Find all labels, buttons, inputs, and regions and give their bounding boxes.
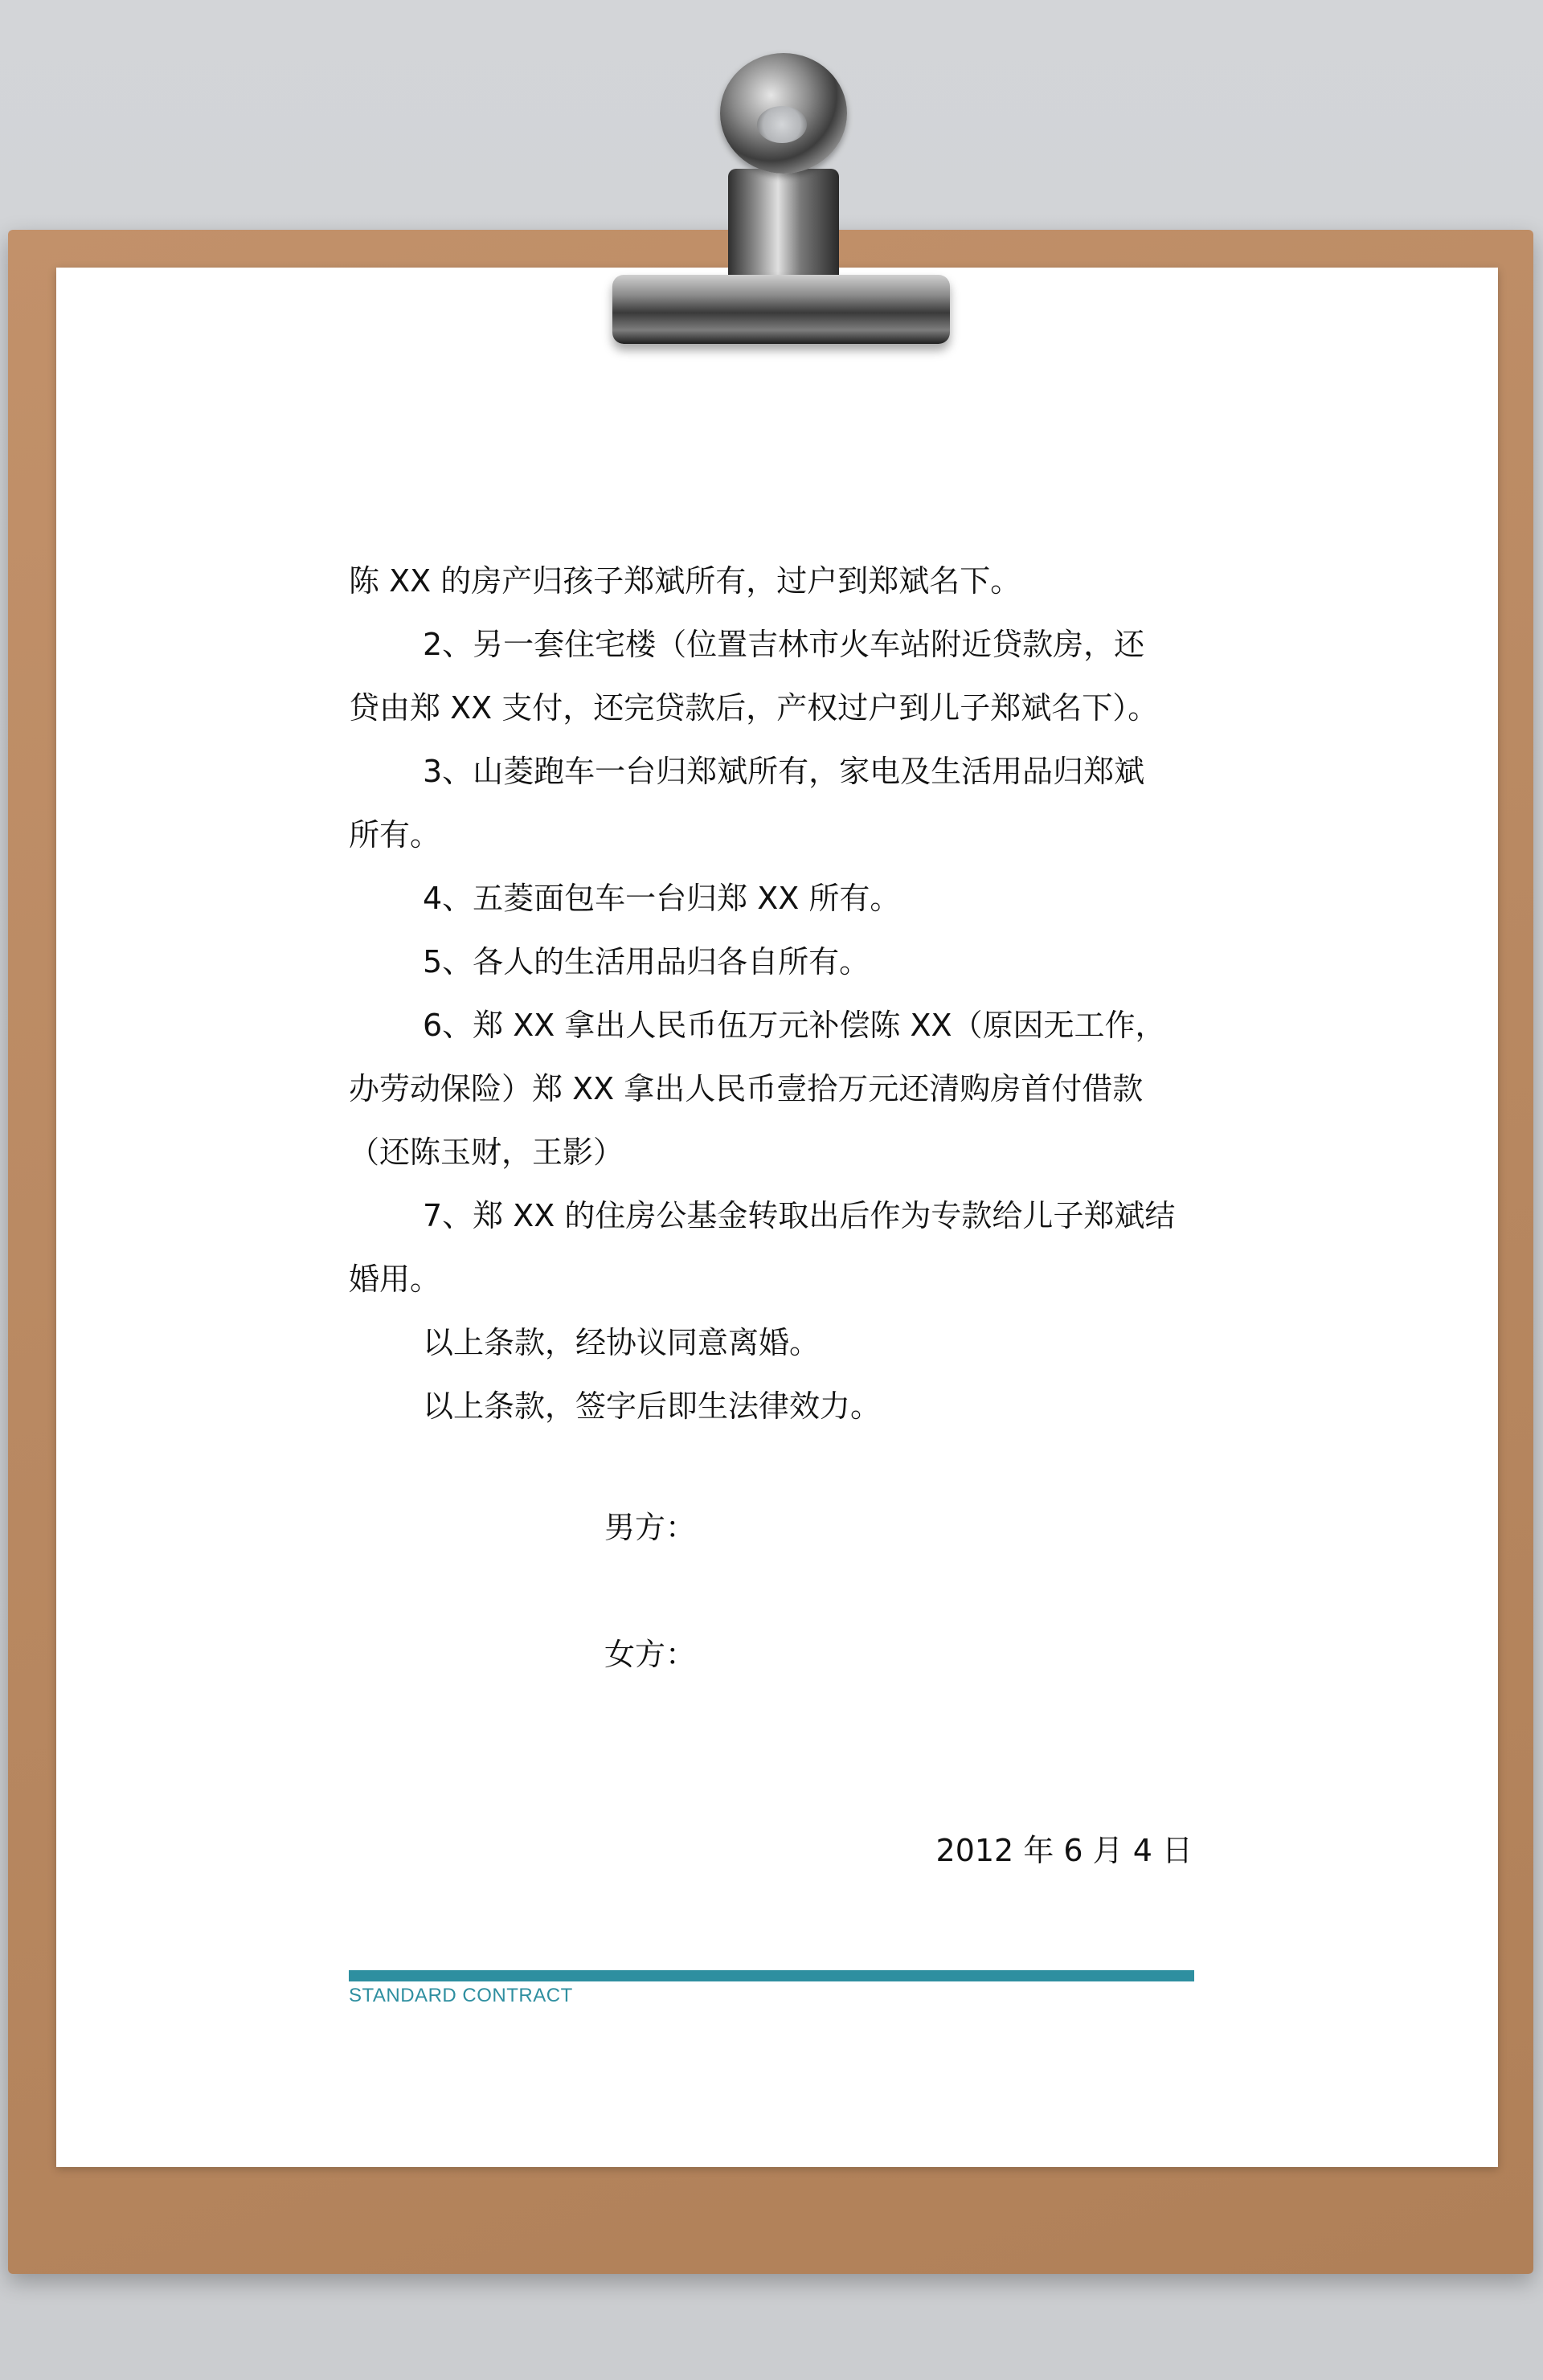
male-signature-label: 男方： [604, 1510, 697, 1545]
binder-clip-hole [757, 106, 807, 143]
contract-line-8: 6、郑 XX 拿出人民币伍万元补偿陈 XX（原因无工作， [423, 1008, 1166, 1043]
contract-line-10: （还陈玉财，王影） [349, 1135, 624, 1170]
binder-clip-base [612, 275, 950, 344]
contract-body [349, 550, 1194, 1438]
contract-line-12: 婚用。 [349, 1262, 441, 1297]
contract-line-7: 5、各人的生活用品归各自所有。 [423, 944, 870, 979]
contract-line-11: 7、郑 XX 的住房公基金转取出后作为专款给儿子郑斌结 [423, 1198, 1176, 1233]
footer-label: STANDARD CONTRACT [349, 1985, 573, 2006]
contract-line-3: 贷由郑 XX 支付，还完贷款后，产权过户到儿子郑斌名下）。 [349, 690, 1159, 726]
binder-clip-neck [728, 169, 839, 289]
contract-line-13: 以上条款，经协议同意离婚。 [423, 1325, 821, 1360]
contract-line-4: 3、山菱跑车一台归郑斌所有，家电及生活用品归郑斌 [423, 754, 1145, 789]
female-signature-label: 女方： [604, 1637, 697, 1672]
contract-line-2: 2、另一套住宅楼（位置吉林市火车站附近贷款房，还 [423, 627, 1145, 662]
contract-line-14: 以上条款，签字后即生法律效力。 [423, 1388, 882, 1424]
contract-line-9: 办劳动保险）郑 XX 拿出人民币壹拾万元还清购房首付借款 [349, 1071, 1144, 1106]
contract-date: 2012 年 6 月 4 日 [935, 1833, 1193, 1868]
contract-line-5: 所有。 [349, 817, 441, 853]
contract-line-1: 陈 XX 的房产归孩子郑斌所有，过户到郑斌名下。 [349, 563, 1021, 599]
footer-accent-rule [349, 1970, 1194, 1981]
contract-line-6: 4、五菱面包车一台归郑 XX 所有。 [423, 881, 901, 916]
